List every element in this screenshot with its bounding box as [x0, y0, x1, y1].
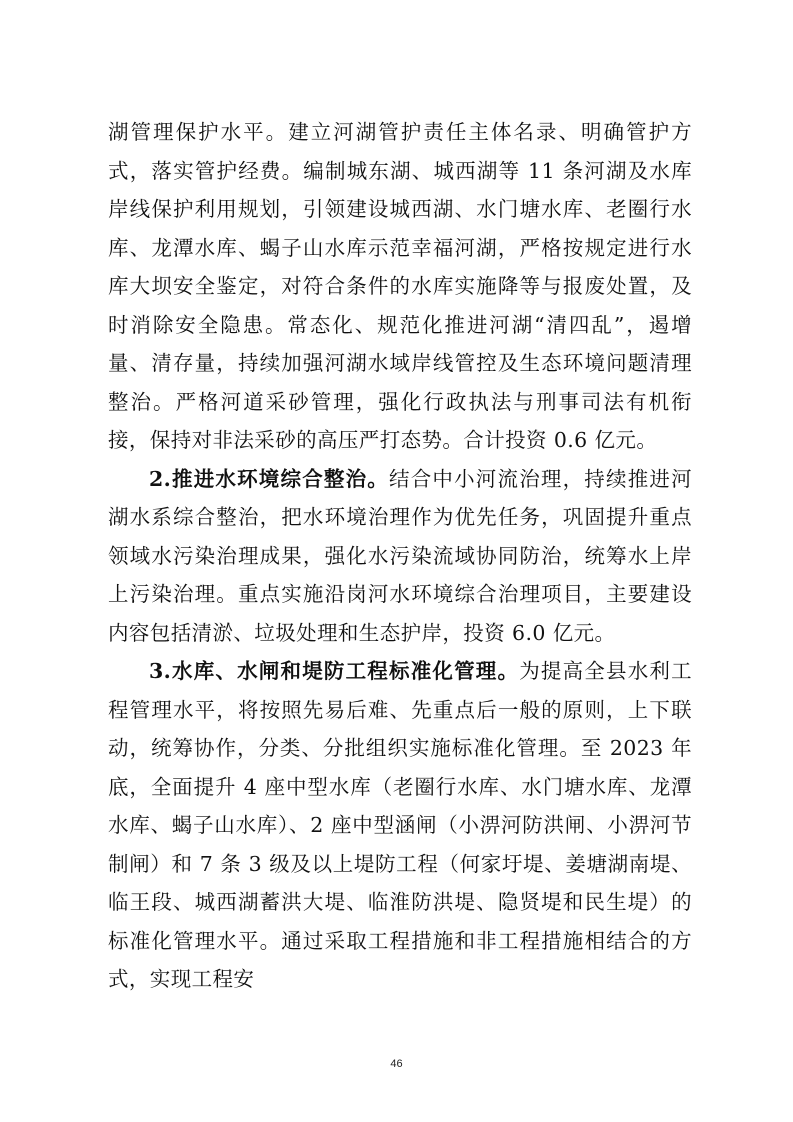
section-heading: 2.推进水环境综合整治。 — [149, 466, 389, 491]
section-heading: 3.水库、水闸和堤防工程标准化管理。 — [149, 659, 520, 683]
paragraph-water-environment — [108, 460, 692, 653]
paragraph-standardized-management — [108, 652, 692, 999]
page-number: 46 — [390, 1058, 403, 1070]
paragraph-text: 结合中小河流治理，持续推进河湖水系综合整治，把水环境治理作为优先任务，巩固提升重点领域水污染治理成果，强化水污染流域协同防治，统筹水上岸上污染治理。重点实施沿岗河水环境综合治理项目，主要建设内容包括清淤、垃圾处理和生态护岸，投资 6.0 亿元。 — [108, 466, 692, 645]
paragraph-text: 为提高全县水利工程管理水平，将按照先易后难、先重点后一般的原则，上下联动，统筹协作，分类、分批组织实施标准化管理。至 2023 年底，全面提升 4 座中型水库（老圈行水库、水门塘水库、龙潭水库、蝎子山水库）、2 座中型涵闸（小淠河防洪闸、小淠河节制闸）和 7 条 3 级及以上堤防工程（何家圩堤、姜塘湖南堤、临王段、城西湖蓄洪大堤、临淮防洪堤、隐贤堤和民生堤）的标准化管理水平。通过采取工程措施和非工程措施相结合的方式，实现工程安 — [108, 659, 692, 991]
body-text — [108, 113, 692, 999]
paragraph-river-lake-management — [108, 113, 692, 460]
paragraph-text: 湖管理保护水平。建立河湖管护责任主体名录、明确管护方式，落实管护经费。编制城东湖、城西湖等 11 条河湖及水库岸线保护利用规划，引领建设城西湖、水门塘水库、老圈行水库、龙潭水库、蝎子山水库示范幸福河湖，严格按规定进行水库大坝安全鉴定，对符合条件的水库实施降等与报废处置，及时消除安全隐患。常态化、规范化推进河湖“清四乱”，遏增量、清存量，持续加强河湖水域岸线管控及生态环境问题清理整治。严格河道采砂管理，强化行政执法与刑事司法有机衔接，保持对非法采砂的高压严打态势。合计投资 0.6 亿元。 — [108, 120, 692, 452]
